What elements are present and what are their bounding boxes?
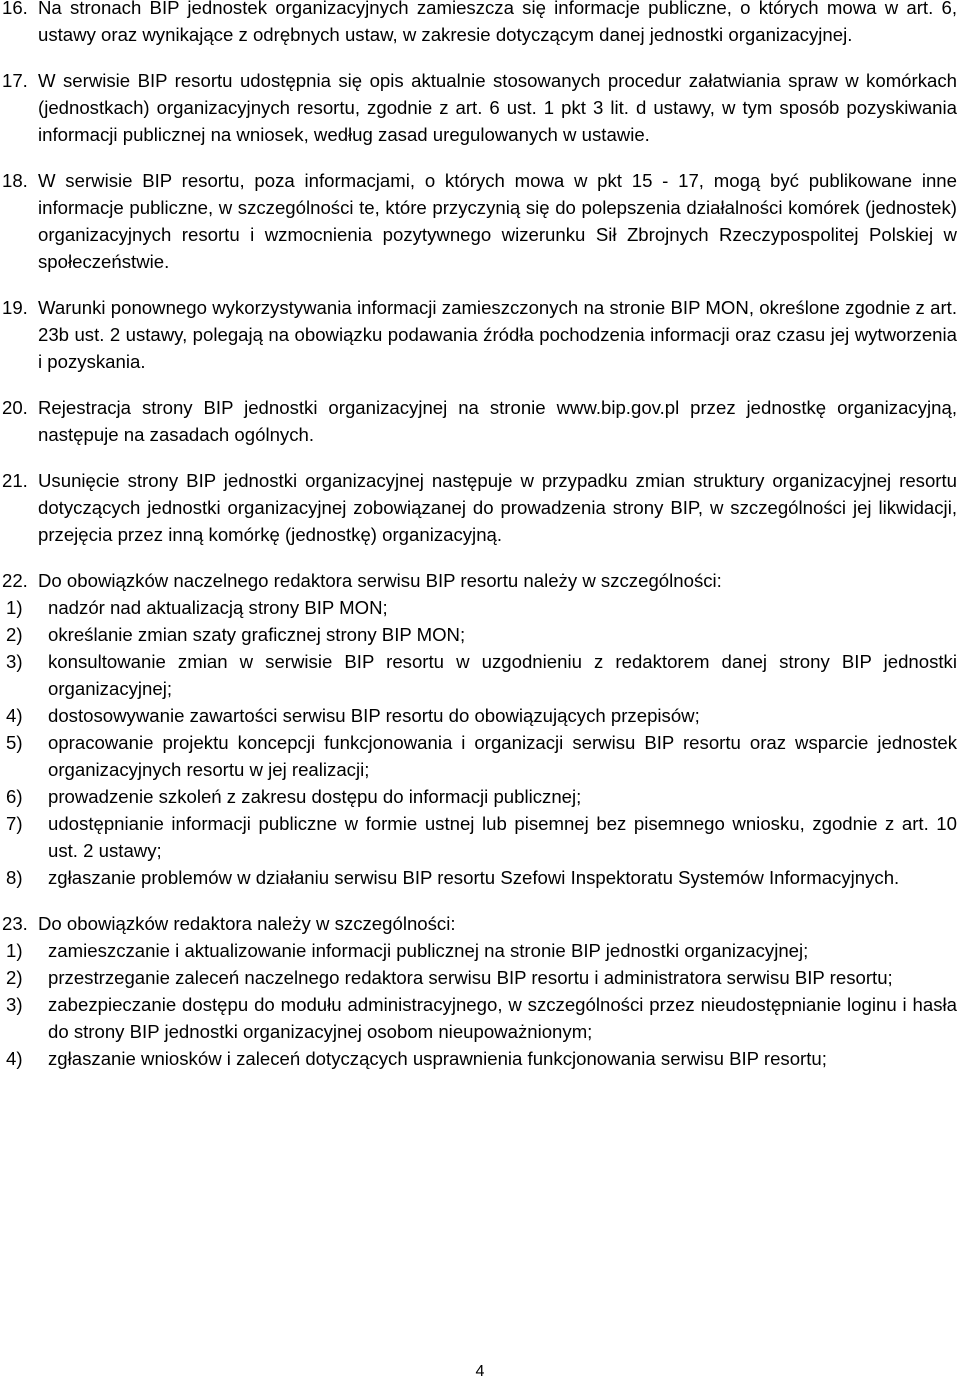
sub-item-text: zamieszczanie i aktualizowanie informacji publicznej na stronie BIP jednostki organizacyjnej;	[48, 940, 809, 961]
list-item-18	[2, 167, 957, 275]
list-item-21	[2, 467, 957, 548]
sub-item	[2, 964, 957, 991]
sub-item	[2, 810, 957, 864]
item-number: 19.	[2, 297, 28, 318]
page-number: 4	[475, 1363, 485, 1380]
item-number: 17.	[2, 70, 28, 91]
list-item-19	[2, 294, 957, 375]
sub-item-text: nadzór nad aktualizacją strony BIP MON;	[48, 597, 388, 618]
item-number: 18.	[2, 170, 28, 191]
item-content	[38, 567, 957, 594]
item-number: 20.	[2, 397, 28, 418]
sub-item-number: 1)	[6, 597, 23, 618]
sub-item-text: zabezpieczanie dostępu do modułu administracyjnego, w szczególności przez nieudostępnianie loginu i hasła do strony BIP jednostki organizacyjnej osobom nieupoważnionym;	[48, 994, 957, 1042]
item-text: W serwisie BIP resortu, poza informacjami, o których mowa w pkt 15 - 17, mogą być publikowane inne informacje publiczne, w szczególności te, które przyczynią się do polepszenia działalności komórek (jednostek) organizacyjnych resortu i wzmocnienia pozytywnego wizerunku Sił Zbrojnych Rzeczypospolitej Polskiej w społeczeństwie.	[38, 170, 957, 272]
sub-item	[2, 937, 957, 964]
item-text: W serwisie BIP resortu udostępnia się opis aktualnie stosowanych procedur załatwiania spraw w komórkach (jednostkach) organizacyjnych resortu, zgodnie z art. 6 ust. 1 pkt 3 lit. d ustawy, w tym sposób pozyskiwania informacji publicznej na wniosek, według zasad uregulowanych w ustawie.	[38, 70, 957, 145]
sub-item	[2, 864, 957, 891]
sub-item-text: prowadzenie szkoleń z zakresu dostępu do informacji publicznej;	[48, 786, 582, 807]
item-number: 21.	[2, 470, 28, 491]
list-item-22	[2, 567, 957, 594]
item-text: Warunki ponownego wykorzystywania informacji zamieszczonych na stronie BIP MON, określone zgodnie z art. 23b ust. 2 ustawy, polegają na obowiązku podawania źródła pochodzenia informacji oraz czasu jej wytworzenia i pozyskania.	[38, 297, 957, 372]
sub-item	[2, 1045, 957, 1072]
sub-item-number: 2)	[6, 624, 23, 645]
item-number: 23.	[2, 913, 28, 934]
item-text: Rejestracja strony BIP jednostki organizacyjnej na stronie www.bip.gov.pl przez jednostkę organizacyjną, następuje na zasadach ogólnych.	[38, 397, 957, 445]
list-item-20	[2, 394, 957, 448]
sub-item	[2, 783, 957, 810]
item-text: Na stronach BIP jednostek organizacyjnych zamieszcza się informacje publiczne, o których mowa w art. 6, ustawy oraz wynikające z odrębnych ustaw, w zakresie dotyczącym danej jednostki organizacyjnej.	[38, 0, 957, 45]
sub-item-text: konsultowanie zmian w serwisie BIP resortu w uzgodnieniu z redaktorem danej strony BIP jednostki organizacyjnej;	[48, 651, 957, 699]
sub-item-number: 6)	[6, 786, 23, 807]
sub-item-number: 4)	[6, 1048, 23, 1069]
item-text: Usunięcie strony BIP jednostki organizacyjnej następuje w przypadku zmian struktury organizacyjnej resortu dotyczących jednostki organizacyjnej zobowiązanej do prowadzenia strony BIP, w szczególności jej likwidacji, przejęcia przez inną komórkę (jednostkę) organizacyjną.	[38, 470, 957, 545]
list-item-17	[2, 67, 957, 148]
list-item-23	[2, 910, 957, 937]
sub-item	[2, 729, 957, 783]
sub-item-number: 5)	[6, 732, 23, 753]
item-number: 16.	[2, 0, 28, 18]
sub-item-text: zgłaszanie problemów w działaniu serwisu BIP resortu Szefowi Inspektoratu Systemów Informacyjnych.	[48, 867, 900, 888]
sub-item-number: 8)	[6, 867, 23, 888]
item-number: 22.	[2, 570, 28, 591]
sub-item-text: udostępnianie informacji publiczne w formie ustnej lub pisemnej bez pisemnego wniosku, zgodnie z art. 10 ust. 2 ustawy;	[48, 813, 957, 861]
sub-item-number: 2)	[6, 967, 23, 988]
sub-item	[2, 648, 957, 702]
sub-item-number: 3)	[6, 651, 23, 672]
sub-item	[2, 621, 957, 648]
sub-item-text: przestrzeganie zaleceń naczelnego redaktora serwisu BIP resortu i administratora serwisu BIP resortu;	[48, 967, 893, 988]
sub-item-number: 4)	[6, 705, 23, 726]
list-item-16	[2, 0, 957, 48]
sub-item-text: zgłaszanie wniosków i zaleceń dotyczących usprawnienia funkcjonowania serwisu BIP resortu;	[48, 1048, 827, 1069]
sub-item-text: określanie zmian szaty graficznej strony BIP MON;	[48, 624, 466, 645]
sub-item-text: opracowanie projektu koncepcji funkcjonowania i organizacji serwisu BIP resortu oraz wsparcie jednostek organizacyjnych resortu w jej realizacji;	[48, 732, 957, 780]
sub-item-number: 3)	[6, 994, 23, 1015]
sub-item	[2, 702, 957, 729]
sub-item-number: 1)	[6, 940, 23, 961]
sub-item-text: dostosowywanie zawartości serwisu BIP resortu do obowiązujących przepisów;	[48, 705, 700, 726]
item-content	[38, 910, 957, 937]
sub-item	[2, 991, 957, 1045]
item-text: Do obowiązków redaktora należy w szczególności:	[38, 913, 456, 934]
item-text: Do obowiązków naczelnego redaktora serwisu BIP resortu należy w szczególności:	[38, 570, 722, 591]
sub-item	[2, 594, 957, 621]
sub-item-number: 7)	[6, 813, 23, 834]
